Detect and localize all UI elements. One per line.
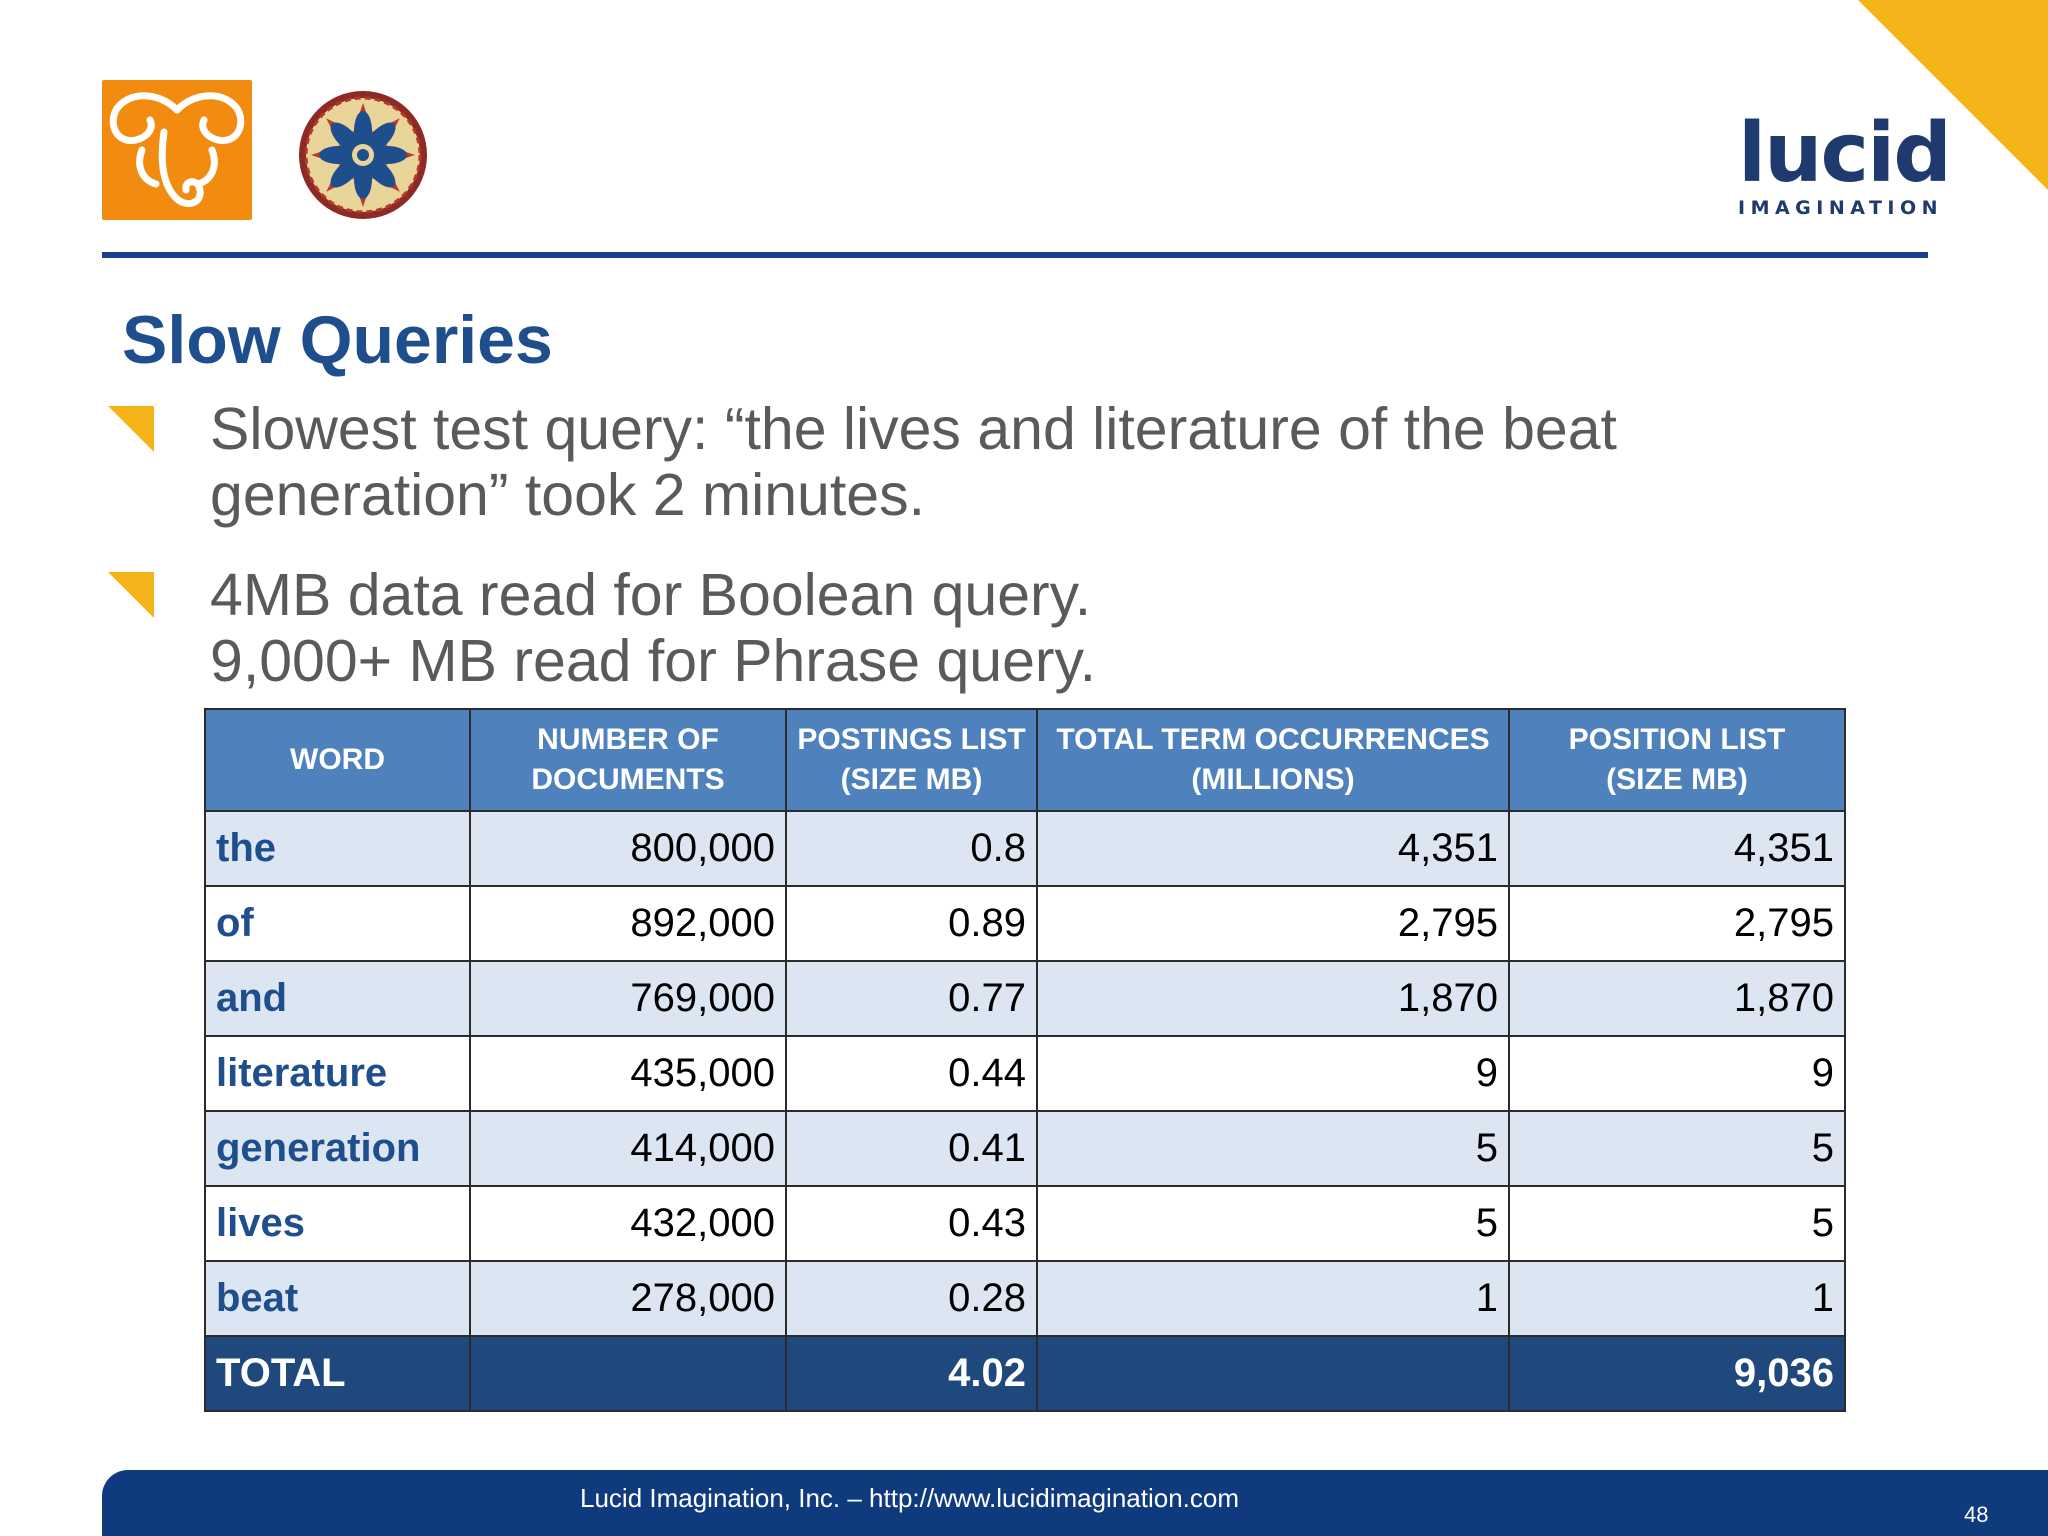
cell-occurrences: 4,351: [1037, 811, 1509, 886]
cell-documents: 432,000: [470, 1186, 786, 1261]
cell-empty: [470, 1336, 786, 1411]
cell-occurrences: 5: [1037, 1111, 1509, 1186]
cell-positions: 9: [1509, 1036, 1845, 1111]
cell-word: generation: [205, 1111, 470, 1186]
footer-text: Lucid Imagination, Inc. – http://www.lucidimagination.com: [580, 1483, 1240, 1513]
cell-postings: 0.44: [786, 1036, 1037, 1111]
cell-occurrences: 1: [1037, 1261, 1509, 1336]
cell-documents: 892,000: [470, 886, 786, 961]
column-header-documents: [470, 709, 786, 811]
table-row: [205, 886, 1845, 961]
bullet-text: [210, 396, 1860, 528]
table-row: [205, 1036, 1845, 1111]
column-header-positions: [1509, 709, 1845, 811]
bullet-triangle-icon: [108, 572, 154, 618]
lucid-imagination-logo: [1738, 106, 1950, 219]
cell-positions: 1: [1509, 1261, 1845, 1336]
cell-word: literature: [205, 1036, 470, 1111]
column-header-postings: [786, 709, 1037, 811]
cell-documents: 769,000: [470, 961, 786, 1036]
column-header-occurrences: [1037, 709, 1509, 811]
cell-positions: 2,795: [1509, 886, 1845, 961]
header-label: (SIZE MB): [1606, 763, 1748, 796]
table-row: [205, 1111, 1845, 1186]
logo-subtitle: IMAGINATION: [1738, 197, 1944, 219]
cell-positions: 4,351: [1509, 811, 1845, 886]
bullet-line: 4MB data read for Boolean query.: [210, 562, 1092, 628]
cell-empty: [1037, 1336, 1509, 1411]
header-label: POSITION LIST: [1568, 723, 1786, 756]
bullet-line: generation” took 2 minutes.: [210, 462, 925, 528]
table-row: [205, 1186, 1845, 1261]
header-label: NUMBER OF: [537, 723, 719, 756]
cell-postings: 0.28: [786, 1261, 1037, 1336]
page-number: 48: [1964, 1502, 1989, 1527]
table-row: [205, 1261, 1845, 1336]
cell-postings: 0.89: [786, 886, 1037, 961]
cell-positions: 1,870: [1509, 961, 1845, 1036]
cell-occurrences: 2,795: [1037, 886, 1509, 961]
cell-documents: 435,000: [470, 1036, 786, 1111]
cell-total-label: TOTAL: [205, 1336, 470, 1411]
cell-postings: 0.43: [786, 1186, 1037, 1261]
cell-positions: 5: [1509, 1111, 1845, 1186]
column-header-word: [205, 709, 470, 811]
mandala-logo-icon: [296, 88, 430, 222]
header-label: TOTAL TERM OCCURRENCES: [1056, 723, 1490, 756]
slide-title: Slow Queries: [122, 302, 553, 378]
header-label: WORD: [290, 743, 385, 776]
cell-occurrences: 1,870: [1037, 961, 1509, 1036]
table-header-row: [205, 709, 1845, 811]
bullet-line: Slowest test query: “the lives and literature of the beat: [210, 396, 1617, 462]
cell-documents: 414,000: [470, 1111, 786, 1186]
header-label: (MILLIONS): [1191, 763, 1355, 796]
cell-occurrences: 9: [1037, 1036, 1509, 1111]
cell-word: lives: [205, 1186, 470, 1261]
cell-positions: 5: [1509, 1186, 1845, 1261]
cell-total-postings: 4.02: [786, 1336, 1037, 1411]
cell-word: of: [205, 886, 470, 961]
table-total-row: [205, 1336, 1845, 1411]
header-label: DOCUMENTS: [531, 763, 725, 796]
term-statistics-table: [204, 708, 1846, 1412]
cell-total-positions: 9,036: [1509, 1336, 1845, 1411]
cell-postings: 0.77: [786, 961, 1037, 1036]
table-row: [205, 961, 1845, 1036]
header-divider: [102, 252, 1928, 258]
table-row: [205, 811, 1845, 886]
cell-postings: 0.41: [786, 1111, 1037, 1186]
cell-documents: 800,000: [470, 811, 786, 886]
cell-postings: 0.8: [786, 811, 1037, 886]
cell-word: the: [205, 811, 470, 886]
cell-word: and: [205, 961, 470, 1036]
logo-wordmark: lucid: [1738, 106, 1950, 201]
cell-word: beat: [205, 1261, 470, 1336]
bullet-line: 9,000+ MB read for Phrase query.: [210, 628, 1097, 694]
header-label: POSTINGS LIST: [797, 723, 1026, 756]
cell-occurrences: 5: [1037, 1186, 1509, 1261]
bullet-triangle-icon: [108, 406, 154, 452]
bullet-text: [210, 562, 1860, 694]
cell-documents: 278,000: [470, 1261, 786, 1336]
hadoop-elephant-logo-icon: [102, 80, 252, 220]
header-label: (SIZE MB): [840, 763, 983, 796]
